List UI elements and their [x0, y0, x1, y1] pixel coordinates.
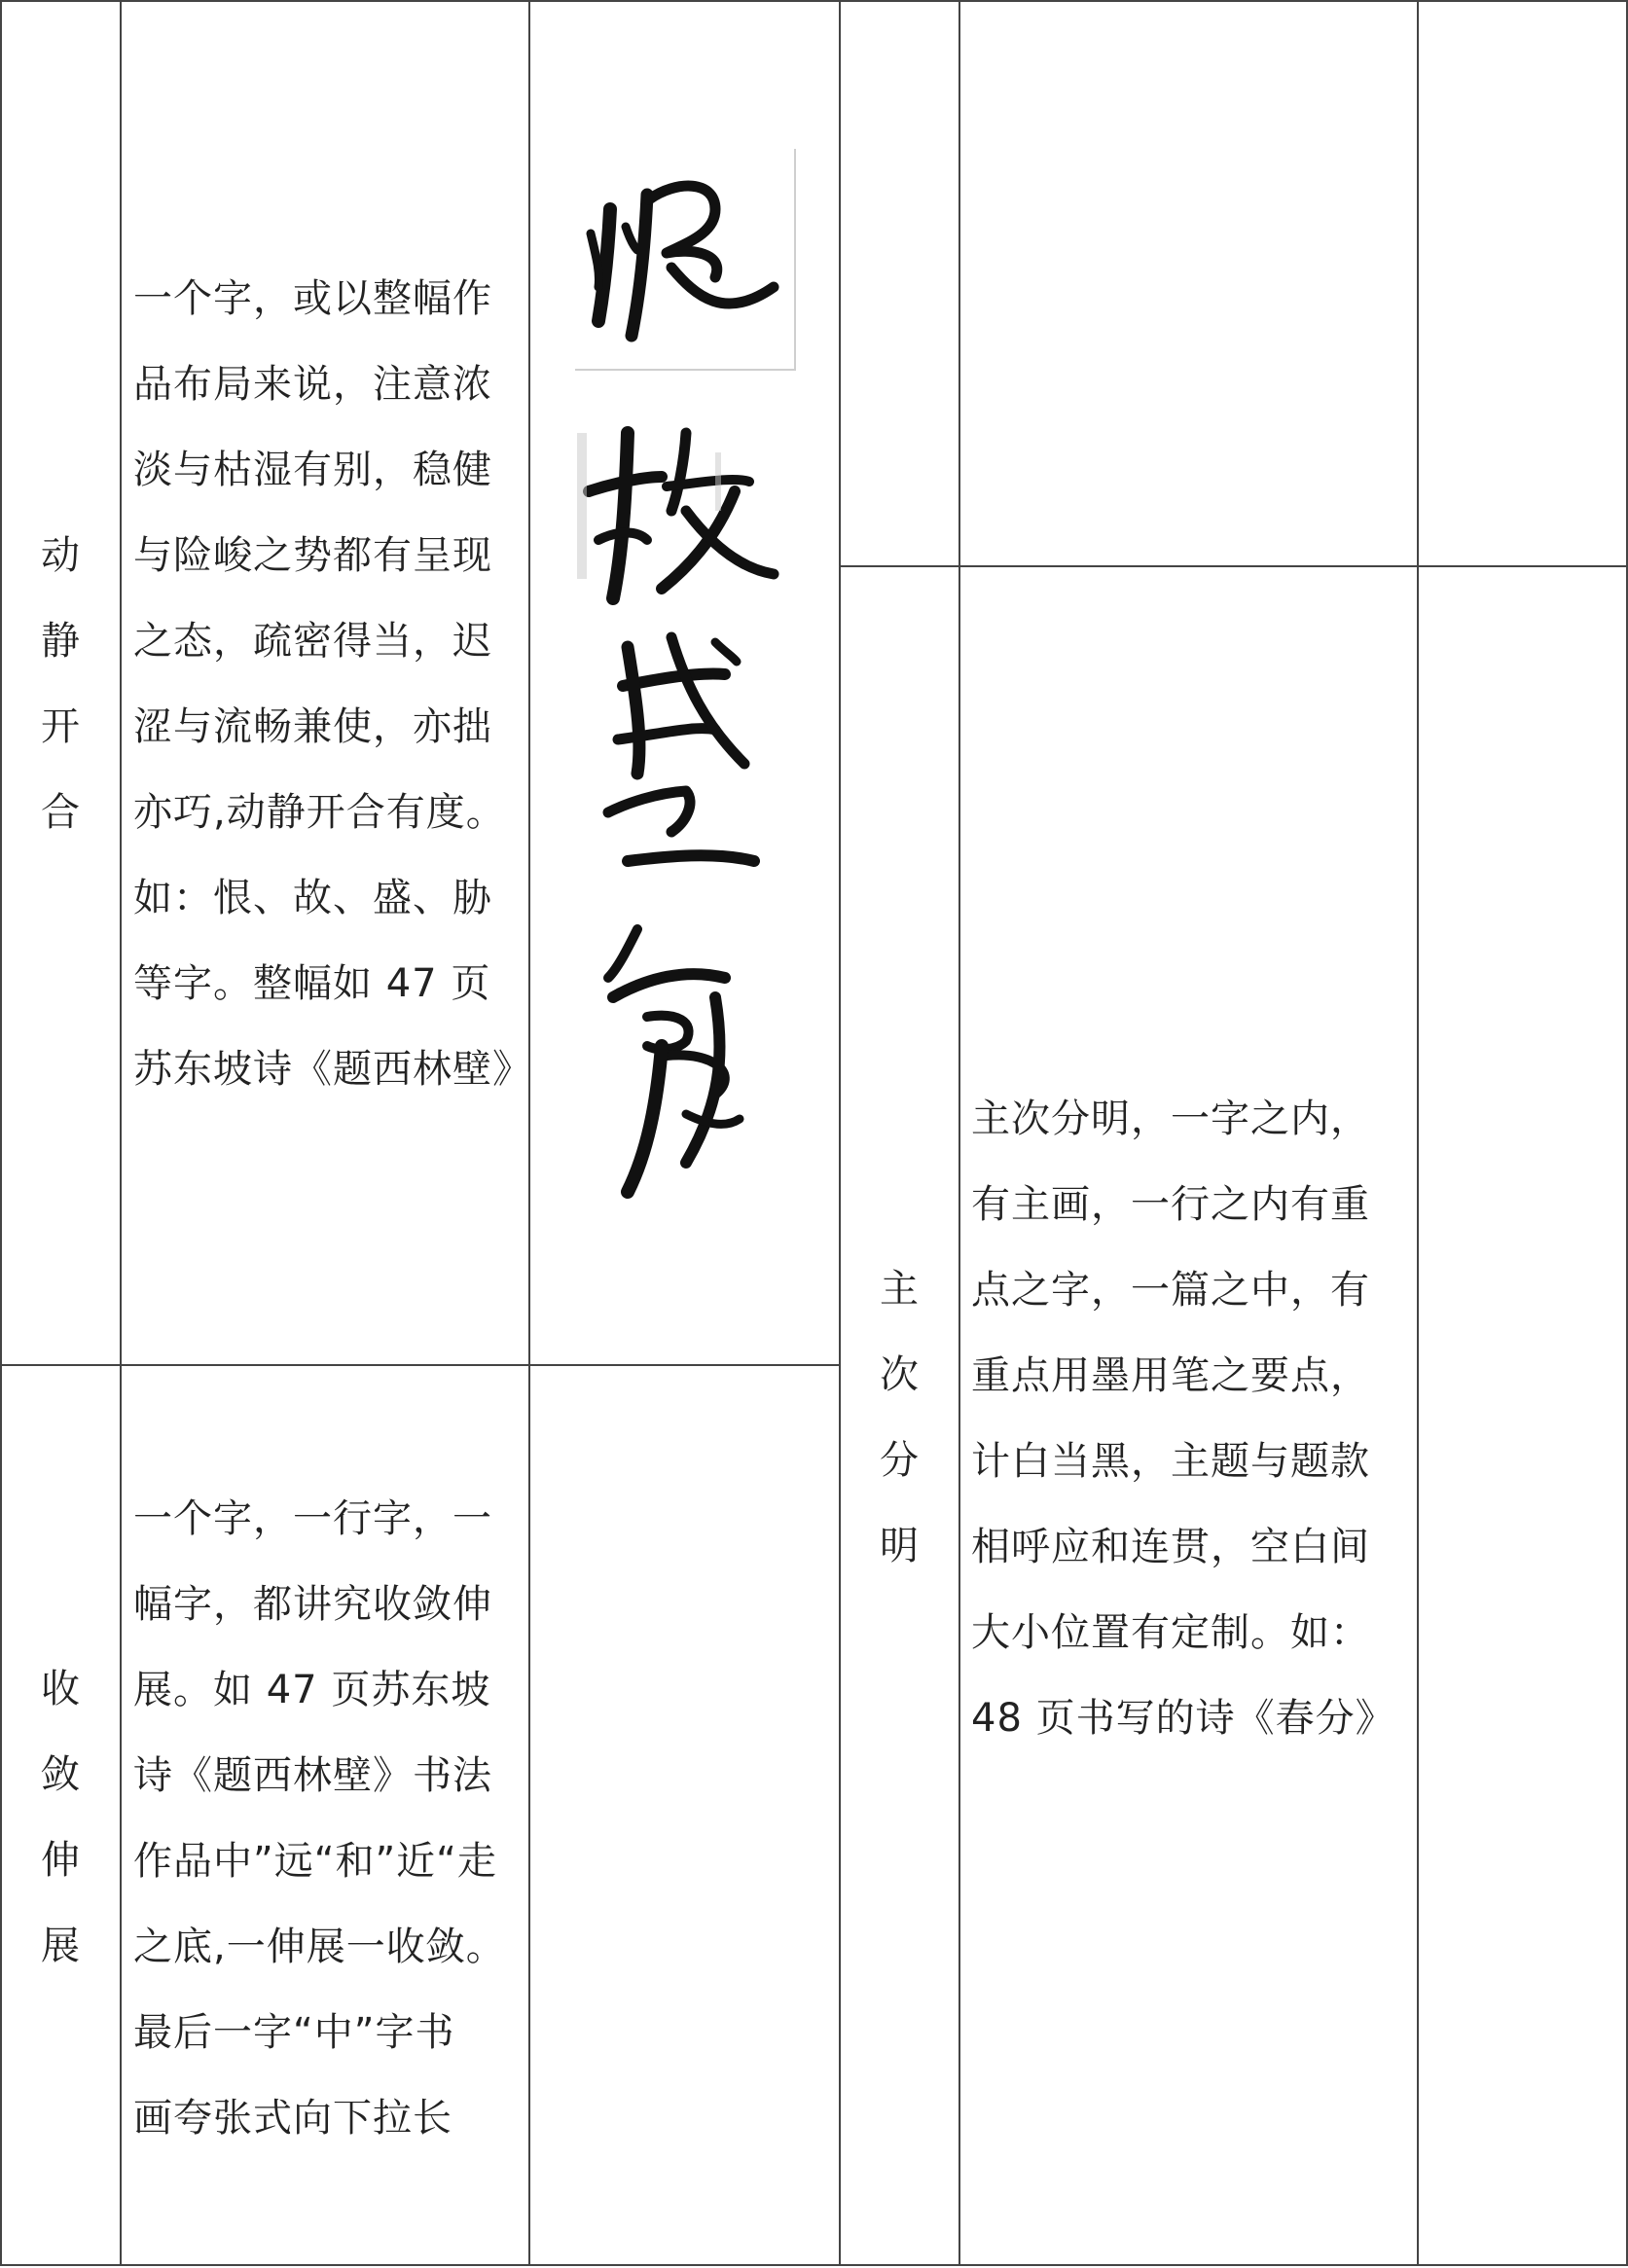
row-label-zhuci-fenming: [841, 1246, 958, 1589]
right-table-col-divider-2: [1417, 0, 1419, 2266]
calligraphy-char-xie: [608, 929, 740, 1192]
calligraphy-char-sheng: [608, 637, 754, 861]
left-table-col-divider-1: [120, 0, 122, 2266]
calligraphy-char-gu: [589, 433, 774, 598]
left-table-bottom-border: [0, 2264, 841, 2266]
row-label-shoulian-shenzhan: [2, 1646, 119, 1989]
calligraphy-strokes: [569, 141, 803, 1221]
row-description-zhuci-fenming: 主次分明，一字之内， 有主画，一行之内有重 点之字，一篇之中，有 重点用墨用笔之要点， 计白当黑，主题与题款 相呼应和连贯，空白间 大小位置有定制。如： 48 页书写的诗《春分》: [971, 1097, 1395, 1741]
label-char: 开: [41, 704, 80, 749]
right-table-row-divider: [839, 565, 1628, 567]
left-table-top-border: [0, 0, 841, 2]
label-char: 敛: [41, 1752, 80, 1797]
row-label-dongjing-kaihe: [2, 513, 119, 855]
label-char: 伸: [41, 1838, 80, 1883]
label-char: 展: [41, 1924, 80, 1968]
label-char: 收: [41, 1667, 80, 1711]
left-table-row-divider: [0, 1364, 841, 1366]
calligraphy-image: [569, 141, 803, 1221]
label-char: 次: [880, 1352, 919, 1397]
label-char: 动: [41, 533, 80, 578]
row-description-dongjing-kaihe: 一个字，或以整幅作 品布局来说，注意浓 淡与枯湿有别，稳健 与险峻之势都有呈现 之态，疏密得当，迟 涩与流畅兼使，亦拙 亦巧,动静开合有度。 如：恨、故、盛、胁 等字。整幅如 47 页 苏东坡诗《题西林壁》: [133, 276, 532, 1092]
calligraphy-char-hen: [591, 186, 774, 336]
label-char: 静: [41, 619, 80, 664]
right-row-empty-desc-cell: [960, 2, 1417, 565]
label-char: 合: [41, 790, 80, 835]
row-description-shoulian-shenzhan: 一个字，一行字，一 幅字，都讲究收敛伸 展。如 47 页苏东坡 诗《题西林壁》书法 作品中”远“和”近“走 之底,一伸展一收敛。 最后一字“中”字书 画夸张式向下拉长: [133, 1496, 506, 2141]
label-char: 明: [880, 1524, 919, 1568]
label-char: 分: [880, 1438, 919, 1483]
right-row-empty-label-cell: [841, 2, 959, 565]
label-char: 主: [880, 1267, 919, 1312]
right-table-bottom-border: [839, 2264, 1628, 2266]
